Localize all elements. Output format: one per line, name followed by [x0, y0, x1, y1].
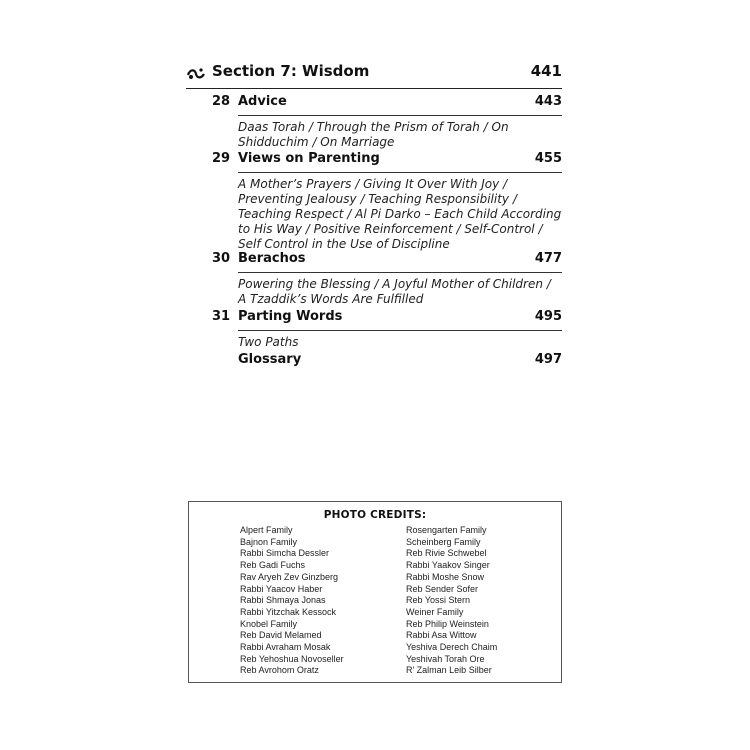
chapter-divider	[238, 272, 562, 273]
photo-credits-title: PHOTO CREDITS:	[323, 509, 427, 521]
photo-credits-right-column	[406, 525, 497, 677]
chapter-divider	[238, 115, 562, 116]
chapter-description: Two Paths	[238, 335, 299, 349]
chapter-description: A Mother’s Prayers / Giving It Over With Joy / Preventing Jealousy / Teaching Responsibility / Teaching Respect / Al Pi Darko – Each Child According to His Way / Positive Reinforcement / Self-Control / Self Control in the Use of Discipline	[238, 177, 562, 251]
credit-name: Alpert Family	[240, 525, 293, 535]
chapter-number: 28	[212, 94, 231, 109]
photo-credits-left-column	[240, 525, 344, 677]
chapter-page-number: 455	[534, 151, 562, 166]
chapter-title: Views on Parenting	[238, 151, 380, 166]
section-title: Section 7: Wisdom	[212, 62, 370, 80]
toc-entry	[212, 251, 562, 307]
credit-name: Yeshiva Derech Chaim	[406, 642, 498, 653]
credit-name: Rabbi Moshe Snow	[406, 571, 485, 582]
credit-name: Rosengarten Family	[406, 525, 487, 535]
credit-name: Rabbi Simcha Dessler	[240, 548, 330, 559]
credit-name: Reb Gadi Fuchs	[240, 560, 306, 571]
credit-name: Rabbi Avraham Mosak	[240, 642, 331, 653]
chapter-divider	[238, 172, 562, 173]
credit-name: Reb Avrohom Oratz	[240, 665, 319, 676]
credit-name: Reb Philip Weinstein	[406, 618, 489, 629]
credit-name: R’ Zalman Leib Silber	[406, 665, 492, 676]
credit-name: Reb David Melamed	[240, 630, 322, 641]
chapter-description: Powering the Blessing / A Joyful Mother of Children / A Tzaddik’s Words Are Fulfilled	[238, 277, 551, 306]
credit-name: Knobel Family	[240, 618, 298, 629]
credit-name: Rabbi Yaakov Singer	[406, 560, 490, 571]
credit-name: Rabbi Asa Wittow	[406, 630, 477, 641]
credit-name: Weiner Family	[406, 606, 464, 617]
photo-credits-box	[188, 501, 562, 683]
credit-name: Yeshivah Torah Ore	[406, 653, 485, 664]
chapter-page-number: 443	[534, 94, 562, 109]
section-header	[186, 62, 562, 86]
credit-name: Bajnon Family	[240, 536, 298, 547]
toc-entry	[212, 151, 562, 252]
credit-name: Scheinberg Family	[406, 536, 481, 547]
chapter-number: 29	[212, 151, 231, 166]
chapter-title: Berachos	[238, 251, 306, 266]
credit-name: Reb Sender Sofer	[406, 583, 479, 594]
credit-name: Rabbi Shmaya Jonas	[240, 595, 326, 606]
section-divider	[186, 88, 562, 89]
credit-name: Reb Yossi Stern	[406, 595, 471, 606]
toc-entry-glossary	[212, 352, 562, 372]
ornament-icon	[186, 66, 206, 82]
credit-name: Reb Yehoshua Novoseller	[240, 653, 344, 664]
chapter-description: Daas Torah / Through the Prism of Torah / On Shidduchim / On Marriage	[238, 120, 509, 149]
chapter-number: 31	[212, 309, 231, 324]
credit-name: Rabbi Yaacov Haber	[240, 583, 323, 594]
chapter-title: Parting Words	[238, 309, 343, 324]
toc-entry	[212, 309, 562, 350]
chapter-title: Advice	[238, 94, 287, 109]
credit-name: Reb Rivie Schwebel	[406, 548, 487, 559]
chapter-page-number: 477	[534, 251, 562, 266]
credit-name: Rabbi Yitzchak Kessock	[240, 606, 337, 617]
glossary-title: Glossary	[238, 352, 302, 367]
toc-entry	[212, 94, 562, 150]
chapter-number: 30	[212, 251, 231, 266]
chapter-divider	[238, 330, 562, 331]
chapter-page-number: 495	[534, 309, 562, 324]
credit-name: Rav Aryeh Zev Ginzberg	[240, 571, 339, 582]
section-page-number: 441	[530, 62, 562, 80]
glossary-page-number: 497	[534, 352, 562, 367]
